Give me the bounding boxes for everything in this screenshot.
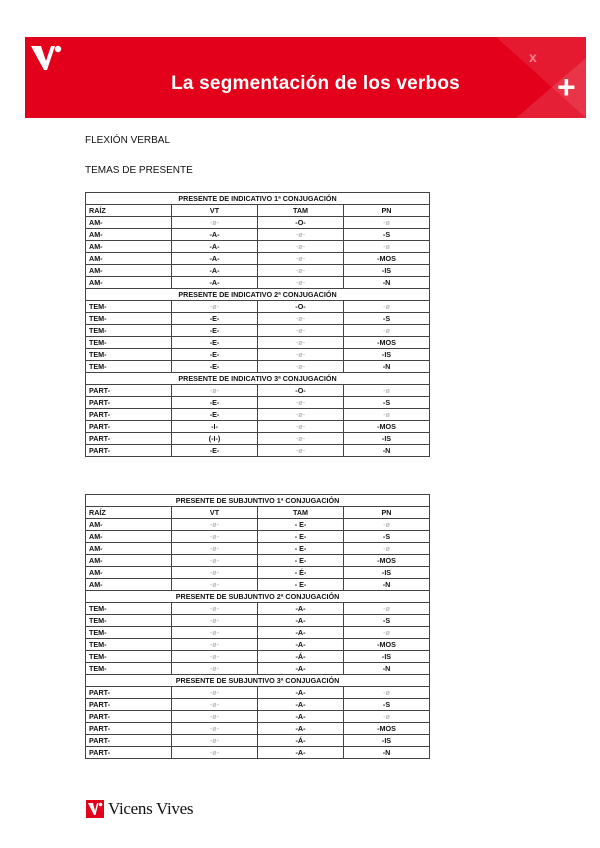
table-cell: -ø- — [172, 217, 258, 229]
table-cell: -Á- — [258, 735, 344, 747]
section-title: PRESENTE DE INDICATIVO 1ª CONJUGACIÓN — [86, 193, 430, 205]
table-cell: -IS — [344, 651, 430, 663]
table-cell: PART- — [86, 397, 172, 409]
table-cell: TEM- — [86, 301, 172, 313]
table-row — [86, 409, 430, 421]
table-cell: -S — [344, 229, 430, 241]
table-row — [86, 747, 430, 759]
table-cell: AM- — [86, 555, 172, 567]
table-row — [86, 265, 430, 277]
table-cell: -ø- — [172, 723, 258, 735]
table-cell: -E- — [172, 397, 258, 409]
table-cell: AM- — [86, 229, 172, 241]
table-cell: -ø- — [172, 615, 258, 627]
table-cell: -IS — [344, 567, 430, 579]
table-cell: -ø — [344, 711, 430, 723]
table-row — [86, 603, 430, 615]
table-cell: -Á- — [258, 651, 344, 663]
table-row — [86, 627, 430, 639]
table-cell: -MOS — [344, 337, 430, 349]
column-header: VT — [172, 507, 258, 519]
section-title-row — [86, 675, 430, 687]
table-cell: (-I-) — [172, 433, 258, 445]
table-row — [86, 397, 430, 409]
table-cell: -ø- — [258, 253, 344, 265]
table-cell: -ø- — [258, 337, 344, 349]
table-cell: -ø — [344, 301, 430, 313]
table-cell: -A- — [172, 229, 258, 241]
table-cell: -ø- — [258, 265, 344, 277]
table-cell: -S — [344, 397, 430, 409]
table-cell: -A- — [258, 639, 344, 651]
table-cell: -ø- — [172, 531, 258, 543]
section-title-row — [86, 373, 430, 385]
table-cell: PART- — [86, 723, 172, 735]
table-cell: AM- — [86, 241, 172, 253]
table-cell: -ø- — [172, 639, 258, 651]
table-cell: TEM- — [86, 615, 172, 627]
table-cell: -A- — [258, 627, 344, 639]
table-cell: AM- — [86, 277, 172, 289]
table-cell: AM- — [86, 217, 172, 229]
table-cell: -ø- — [172, 603, 258, 615]
table-cell: -O- — [258, 301, 344, 313]
table-cell: -MOS — [344, 555, 430, 567]
table-cell: -A- — [258, 723, 344, 735]
table-row — [86, 639, 430, 651]
column-header: RAÍZ — [86, 205, 172, 217]
table-cell: AM- — [86, 531, 172, 543]
table-cell: -E- — [172, 409, 258, 421]
table-cell: -ø- — [258, 313, 344, 325]
table-cell: -IS — [344, 735, 430, 747]
table-row — [86, 349, 430, 361]
table-row — [86, 445, 430, 457]
table-cell: -A- — [258, 699, 344, 711]
table-cell: TEM- — [86, 325, 172, 337]
header-banner — [25, 37, 586, 118]
table-cell: -A- — [258, 747, 344, 759]
table-row — [86, 229, 430, 241]
table-cell: -E- — [172, 325, 258, 337]
table-cell: -N — [344, 277, 430, 289]
table-cell: AM- — [86, 265, 172, 277]
table-row — [86, 433, 430, 445]
table-cell: TEM- — [86, 651, 172, 663]
table-cell: -ø- — [172, 579, 258, 591]
vicens-vives-logo-icon — [29, 43, 63, 73]
table-cell: -A- — [258, 615, 344, 627]
table-row — [86, 699, 430, 711]
table-cell: -MOS — [344, 253, 430, 265]
table-cell: AM- — [86, 519, 172, 531]
close-icon: x — [529, 49, 537, 65]
vicens-vives-logo-icon — [86, 800, 104, 818]
table-cell: -ø — [344, 627, 430, 639]
table-row — [86, 301, 430, 313]
table-row — [86, 531, 430, 543]
column-header-row — [86, 205, 430, 217]
table-cell: -A- — [258, 687, 344, 699]
table-cell: -ø — [344, 325, 430, 337]
table-cell: TEM- — [86, 337, 172, 349]
table-cell: -ø — [344, 603, 430, 615]
table-cell: -A- — [172, 253, 258, 265]
table-cell: TEM- — [86, 663, 172, 675]
section-title: PRESENTE DE SUBJUNTIVO 3ª CONJUGACIÓN — [86, 675, 430, 687]
table-cell: PART- — [86, 421, 172, 433]
table-cell: -ø- — [172, 711, 258, 723]
table-cell: -ø- — [258, 277, 344, 289]
table-row — [86, 735, 430, 747]
table-cell: -ø- — [172, 699, 258, 711]
table-cell: AM- — [86, 253, 172, 265]
section-title-row — [86, 495, 430, 507]
table-row — [86, 313, 430, 325]
table-row — [86, 325, 430, 337]
section-title-row — [86, 591, 430, 603]
table-cell: -A- — [172, 241, 258, 253]
table-row — [86, 579, 430, 591]
table-cell: -S — [344, 313, 430, 325]
table-row — [86, 519, 430, 531]
table-row — [86, 651, 430, 663]
table-cell: -ø- — [172, 385, 258, 397]
indicativo-table — [85, 192, 430, 457]
table-cell: PART- — [86, 445, 172, 457]
table-cell: -E- — [172, 313, 258, 325]
table-cell: -ø- — [172, 735, 258, 747]
table-cell: AM- — [86, 567, 172, 579]
table-row — [86, 385, 430, 397]
table-cell: PART- — [86, 711, 172, 723]
table-row — [86, 421, 430, 433]
table-cell: -N — [344, 747, 430, 759]
table-cell: -O- — [258, 385, 344, 397]
table-cell: -ø- — [172, 627, 258, 639]
table-cell: -ø- — [258, 361, 344, 373]
column-header: PN — [344, 205, 430, 217]
table-row — [86, 361, 430, 373]
table-cell: -ø- — [172, 555, 258, 567]
table-row — [86, 241, 430, 253]
table-cell: -S — [344, 699, 430, 711]
table-cell: AM- — [86, 579, 172, 591]
table-cell: -A- — [258, 663, 344, 675]
table-cell: -N — [344, 663, 430, 675]
table-cell: -O- — [258, 217, 344, 229]
column-header: TAM — [258, 205, 344, 217]
table-cell: -ø — [344, 519, 430, 531]
table-row — [86, 555, 430, 567]
table-cell: -ø — [344, 241, 430, 253]
table-cell: PART- — [86, 687, 172, 699]
page-title: La segmentación de los verbos — [171, 73, 460, 94]
table-row — [86, 253, 430, 265]
table-cell: TEM- — [86, 361, 172, 373]
table-cell: TEM- — [86, 627, 172, 639]
table-cell: -ø — [344, 385, 430, 397]
table-cell: - É- — [258, 567, 344, 579]
table-cell: -E- — [172, 337, 258, 349]
table-cell: -ø- — [258, 433, 344, 445]
table-cell: - E- — [258, 543, 344, 555]
table-cell: -ø- — [172, 747, 258, 759]
table-cell: -S — [344, 615, 430, 627]
table-cell: TEM- — [86, 349, 172, 361]
table-cell: -A- — [258, 711, 344, 723]
table-cell: -ø- — [258, 421, 344, 433]
table-cell: -ø — [344, 217, 430, 229]
section-title: PRESENTE DE SUBJUNTIVO 1ª CONJUGACIÓN — [86, 495, 430, 507]
table-cell: -N — [344, 361, 430, 373]
table-cell: -ø- — [172, 687, 258, 699]
table-cell: -N — [344, 579, 430, 591]
table-row — [86, 567, 430, 579]
column-header: VT — [172, 205, 258, 217]
table-cell: -ø- — [172, 651, 258, 663]
table-cell: -S — [344, 531, 430, 543]
table-cell: -ø- — [172, 519, 258, 531]
table-cell: - E- — [258, 579, 344, 591]
column-header: RAÍZ — [86, 507, 172, 519]
brand-name: Vicens Vives — [108, 799, 194, 818]
table-cell: TEM- — [86, 603, 172, 615]
table-row — [86, 217, 430, 229]
heading-flexion: FLEXIÓN VERBAL — [85, 135, 171, 146]
table-cell: -ø- — [172, 543, 258, 555]
table-cell: -N — [344, 445, 430, 457]
heading-temas: TEMAS DE PRESENTE — [85, 165, 193, 176]
table-row — [86, 723, 430, 735]
table-cell: -ø — [344, 409, 430, 421]
table-cell: - E- — [258, 555, 344, 567]
footer-brand — [86, 799, 193, 819]
table-cell: -E- — [172, 349, 258, 361]
column-header: PN — [344, 507, 430, 519]
table-cell: PART- — [86, 409, 172, 421]
table-cell: -I- — [172, 421, 258, 433]
table-cell: TEM- — [86, 313, 172, 325]
table-cell: -ø- — [258, 445, 344, 457]
table-cell: -ø- — [258, 397, 344, 409]
table-row — [86, 615, 430, 627]
table-row — [86, 277, 430, 289]
table-cell: -ø — [344, 543, 430, 555]
table-cell: -ø- — [258, 409, 344, 421]
table-cell: -A- — [172, 277, 258, 289]
table-cell: -ø — [344, 687, 430, 699]
table-cell: -ø- — [172, 301, 258, 313]
section-title-row — [86, 193, 430, 205]
table-row — [86, 337, 430, 349]
table-cell: -A- — [258, 603, 344, 615]
table-cell: - E- — [258, 531, 344, 543]
table-cell: PART- — [86, 735, 172, 747]
column-header-row — [86, 507, 430, 519]
table-cell: TEM- — [86, 639, 172, 651]
table-cell: -IS — [344, 433, 430, 445]
table-cell: -A- — [172, 265, 258, 277]
table-cell: AM- — [86, 543, 172, 555]
table-cell: PART- — [86, 747, 172, 759]
table-cell: - E- — [258, 519, 344, 531]
table-cell: -ø- — [258, 349, 344, 361]
table-cell: PART- — [86, 699, 172, 711]
table-cell: -E- — [172, 445, 258, 457]
table-cell: -MOS — [344, 639, 430, 651]
table-row — [86, 687, 430, 699]
table-cell: -MOS — [344, 723, 430, 735]
table-cell: PART- — [86, 385, 172, 397]
table-cell: -ø- — [172, 567, 258, 579]
column-header: TAM — [258, 507, 344, 519]
table-row — [86, 543, 430, 555]
table-cell: -ø- — [258, 325, 344, 337]
subjuntivo-table — [85, 494, 430, 759]
table-row — [86, 711, 430, 723]
section-title-row — [86, 289, 430, 301]
table-cell: PART- — [86, 433, 172, 445]
section-title: PRESENTE DE SUBJUNTIVO 2ª CONJUGACIÓN — [86, 591, 430, 603]
table-cell: -IS — [344, 349, 430, 361]
section-title: PRESENTE DE INDICATIVO 3ª CONJUGACIÓN — [86, 373, 430, 385]
table-cell: -ø- — [172, 663, 258, 675]
table-cell: -ø- — [258, 241, 344, 253]
table-row — [86, 663, 430, 675]
section-title: PRESENTE DE INDICATIVO 2ª CONJUGACIÓN — [86, 289, 430, 301]
plus-icon: + — [557, 69, 576, 105]
table-cell: -MOS — [344, 421, 430, 433]
table-cell: -IS — [344, 265, 430, 277]
table-cell: -E- — [172, 361, 258, 373]
table-cell: -ø- — [258, 229, 344, 241]
